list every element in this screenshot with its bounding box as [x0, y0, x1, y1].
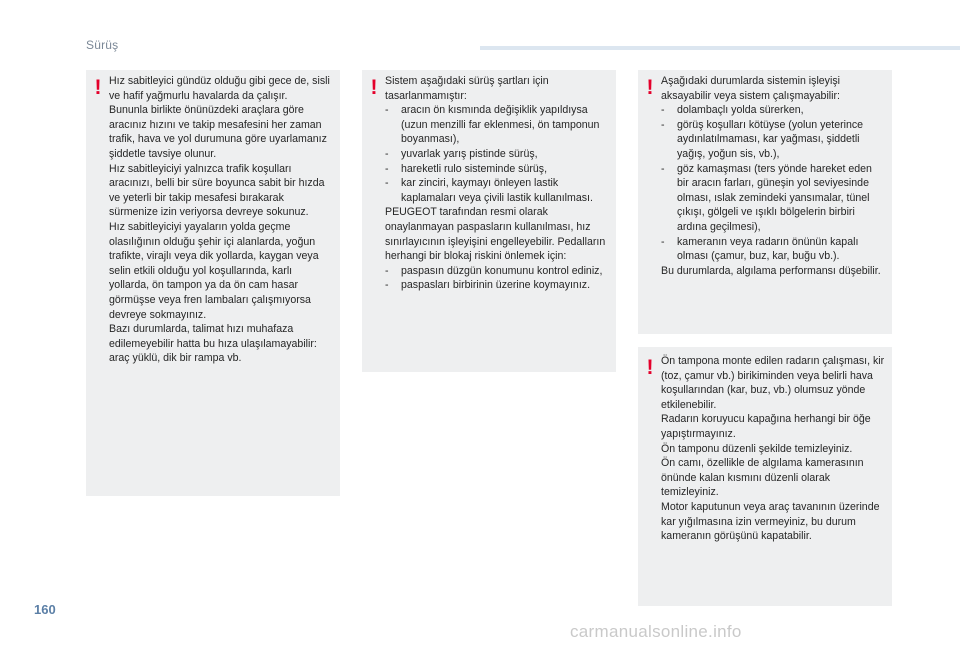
- warning-icon: !: [646, 356, 654, 379]
- paragraph: Radarın koruyucu kapağına herhangi bir öğe yapıştırmayınız.: [661, 413, 871, 440]
- paragraph: Ön camı, özellikle de algılama kamerasının önünde kalan kısmını düzenli olarak temizleyiniz.: [661, 457, 864, 499]
- condition-list: [385, 103, 610, 205]
- list-item: - kar zinciri, kaymayı önleyen lastik kaplamaları veya çivili lastik kullanılması.: [385, 177, 593, 204]
- paragraph: Hız sabitleyiciyi yalnızca trafik koşulları aracınızı, belli bir süre boyunca sabit bir hızda ve yeterli bir takip mesafesi bırakarak sürmenize izin veriyorsa devreye sokunuz.: [109, 162, 325, 219]
- paragraph: Bununla birlikte önünüzdeki araçlara göre aracınız hızını ve takip mesafesini her zaman trafik, hava ve yol durumuna göre uyarlamanız şiddetle tavsiye olunur.: [109, 104, 327, 160]
- warning-text: [661, 354, 886, 544]
- paragraph: Hız sabitleyiciyi yayaların yolda geçme olasılığının olduğu şehir içi alanlarda, yoğun trafikte, virajlı veya dik yollarda, kaygan veya selin etkili olduğu yol koşullarında, karlı yollarda, ön tampon ya da ön cam hasar görmüşse veya fren lambaları çalışmıyorsa devreye sokmayınız.: [109, 220, 319, 321]
- paragraph: PEUGEOT tarafından resmi olarak onaylanmayan paspasların kullanılması, hız sınırlayıcının işleyişini engelleyebilir. Pedalların herhangi bir blokaj riskini önlemek için:: [385, 206, 606, 263]
- warning-text: [661, 74, 886, 278]
- list-item: - paspasın düzgün konumunu kontrol ediniz,: [385, 264, 603, 277]
- paragraph: Bazı durumlarda, talimat hızı muhafaza edilemeyebilir hatta bu hıza ulaşılamayabilir: araç yüklü, dik bir rampa vb.: [109, 323, 317, 365]
- list-item: - kameranın veya radarın önünün kapalı olması (çamur, buz, kar, buğu vb.).: [661, 235, 859, 263]
- paragraph: Bu durumlarda, algılama performansı düşebilir.: [661, 264, 881, 277]
- warning-box-system-malfunction: [638, 70, 892, 334]
- paragraph: Ön tamponu düzenli şekilde temizleyiniz.: [661, 442, 853, 455]
- paragraph: Hız sabitleyici gündüz olduğu gibi gece de, sisli ve hafif yağmurlu havalarda da çalışır.: [109, 75, 330, 102]
- warning-text: [109, 74, 334, 366]
- watermark: carmanualsonline.info: [570, 622, 742, 641]
- list-item: - hareketli rulo sisteminde sürüş,: [385, 162, 548, 175]
- intro-text: Sistem aşağıdaki sürüş şartları için tasarlanmamıştır:: [385, 75, 549, 102]
- warning-icon: !: [646, 76, 654, 99]
- warning-icon: !: [370, 76, 378, 99]
- list-item: - dolambaçlı yolda sürerken,: [661, 104, 804, 117]
- intro-text: Aşağıdaki durumlarda sistemin işleyişi aksayabilir veya sistem çalışmayabilir:: [661, 75, 840, 102]
- header-bar: [480, 46, 960, 50]
- warning-box-radar-camera: [638, 347, 892, 606]
- list-item: - aracın ön kısmında değişiklik yapıldıysa (uzun menzilli far eklenmesi, ön tamponun boyanması),: [385, 104, 600, 146]
- paragraph: Motor kaputunun veya araç tavanının üzerinde kar yığılmasına izin vermeyiniz, bu durum kameranın görüşünü kapatabilir.: [661, 500, 880, 543]
- page-number: 160: [34, 602, 56, 617]
- warning-text: [385, 74, 610, 293]
- warning-box-cruise-control: [86, 70, 340, 496]
- section-title: Sürüş: [86, 38, 119, 52]
- warning-box-driving-conditions: [362, 70, 616, 372]
- warning-icon: !: [94, 76, 102, 99]
- condition-list: [661, 103, 886, 264]
- list-item: - paspasları birbirinin üzerine koymayınız.: [385, 279, 591, 292]
- paragraph: Ön tampona monte edilen radarın çalışması, kir (toz, çamur vb.) birikiminden veya belirli hava koşullarından (kar, buz, vb.) olumsuz yönde etkilenebilir.: [661, 355, 885, 411]
- mat-list: [385, 264, 610, 293]
- list-item: - göz kamaşması (ters yönde hareket eden bir aracın farları, güneşin yol seviyesinde olması, ıslak zemindeki yansımalar, tünel çıkışı, gölgeli ve ışıklı bölgelerin birbiri ardına geçilmesi),: [661, 162, 872, 233]
- list-item: - yuvarlak yarış pistinde sürüş,: [385, 147, 538, 160]
- list-item: - görüş koşulları kötüyse (yolun yeterince aydınlatılmaması, kar yağması, şiddetli yağış, yoğun sis, vb.),: [661, 118, 864, 160]
